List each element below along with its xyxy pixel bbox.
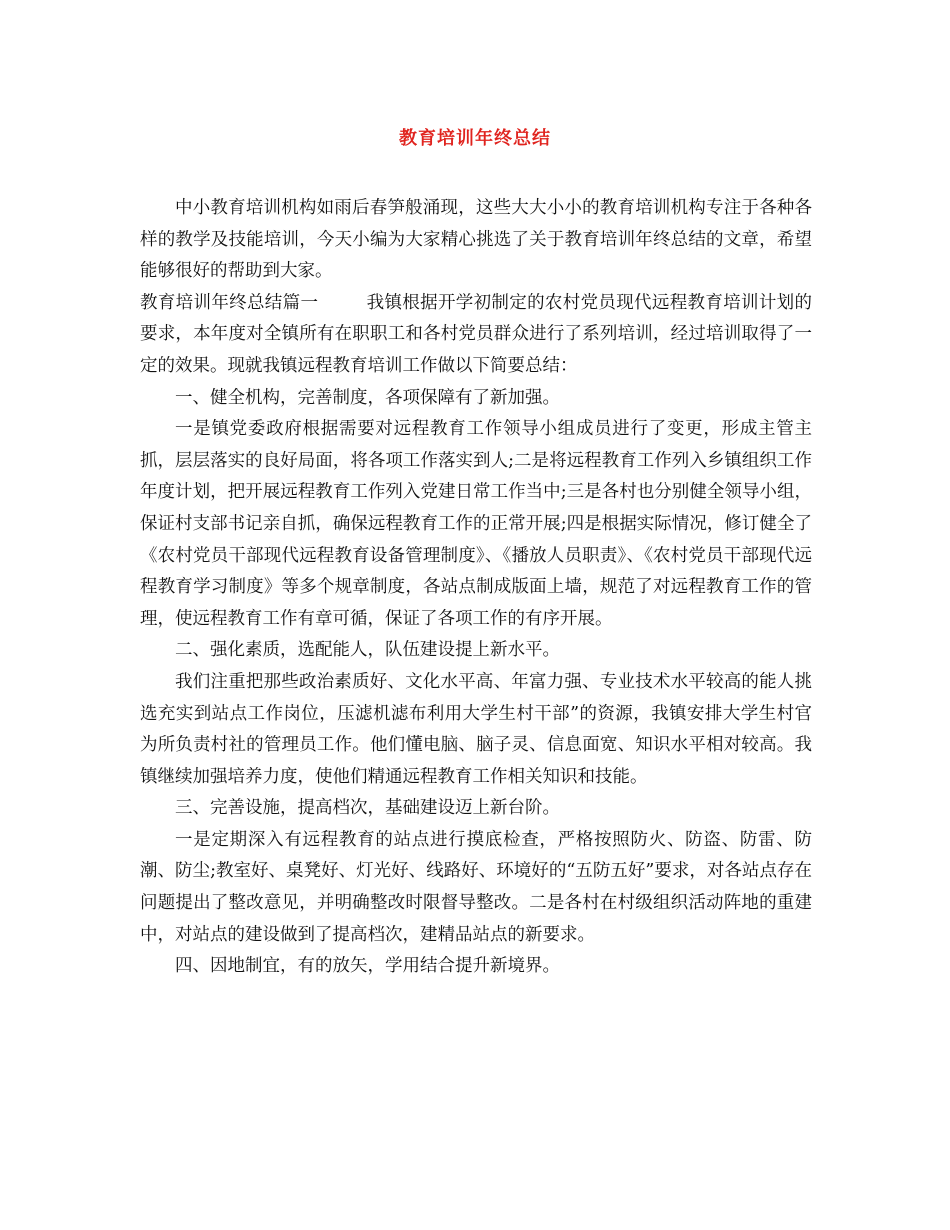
- heading-2: 二、强化素质，选配能人，队伍建设提上新水平。: [175, 640, 560, 661]
- document-body: [140, 193, 812, 983]
- paragraph-2: 我们注重把那些政治素质好、文化水平高、年富力强、专业技术水平较高的能人挑选充实到站点工作岗位，压滤机滤布利用大学生村干部”的资源，我镇安排大学生村官为所负责村社的管理员工作。他们懂电脑、脑子灵、信息面宽、知识水平相对较高。我镇继续加强培养力度，使他们精通远程教育工作相关知识和技能。: [140, 671, 812, 787]
- paragraph-1: 一是镇党委政府根据需要对远程教育工作领导小组成员进行了变更，形成主管主抓，层层落实的良好局面，将各项工作落实到人;二是将远程教育工作列入乡镇组织工作年度计划，把开展远程教育工作列入党建日常工作当中;三是各村也分别健全领导小组，保证村支部书记亲自抓，确保远程教育工作的正常开展;四是根据实际情况，修订健全了《农村党员干部现代远程教育设备管理制度》、《播放人员职责》、《农村党员干部现代远程教育学习制度》等多个规章制度，各站点制成版面上墙，规范了对远程教育工作的管理，使远程教育工作有章可循，保证了各项工作的有序开展。: [140, 419, 812, 629]
- heading-4: 四、因地制宜，有的放矢，学用结合提升新境界。: [175, 956, 560, 977]
- section-label: 教育培训年终总结篇一: [140, 292, 319, 313]
- document-title: 教育培训年终总结: [399, 128, 551, 149]
- paragraph-intro: 中小教育培训机构如雨后春笋般涌现，这些大大小小的教育培训机构专注于各种各样的教学及技能培训，今天小编为大家精心挑选了关于教育培训年终总结的文章，希望能够很好的帮助到大家。: [140, 198, 812, 282]
- heading-1: 一、健全机构，完善制度，各项保障有了新加强。: [175, 387, 560, 408]
- paragraph-part1: [140, 288, 812, 383]
- paragraph-3: 一是定期深入有远程教育的站点进行摸底检查，严格按照防火、防盗、防雷、防潮、防尘;教室好、桌凳好、灯光好、线路好、环境好的“五防五好”要求，对各站点存在问题提出了整改意见，并明确整改时限督导整改。二是各村在村级组织活动阵地的重建中，对站点的建设做到了提高档次，建精品站点的新要求。: [140, 829, 812, 945]
- paragraph-part1-lead: 我镇根据开学初制定的农村党员现代远程教育培训计划的要求，本年度对全镇所有在职职工和各村党员群众进行了系列培训，经过培训取得了一定的效果。现就我镇远程教育培训工作做以下简要总结：: [140, 292, 813, 376]
- heading-3: 三、完善设施，提高档次，基础建设迈上新台阶。: [175, 798, 560, 819]
